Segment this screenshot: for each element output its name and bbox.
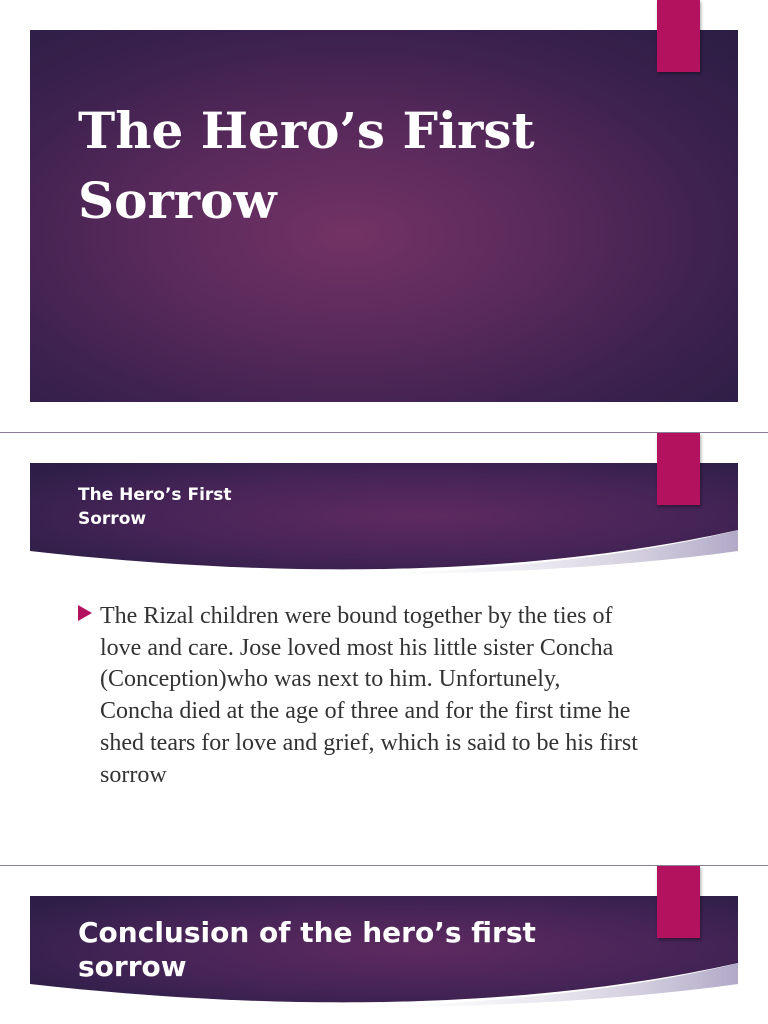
triangle-right-bullet-icon xyxy=(78,605,92,621)
accent-tab xyxy=(657,0,700,72)
bullet-item: The Rizal children were bound together by the ties of love and care. Jose loved most his little sister Concha (Conception)who was next to him. Unfortunely, Concha died at the age of three and for the first time he shed tears for love and grief, which is said to be his first sorrow xyxy=(100,603,638,788)
bullet-list xyxy=(78,601,638,791)
slide-title-heading: The Hero’s First Sorrow xyxy=(78,101,535,230)
slide-heading: The Hero’s First Sorrow xyxy=(78,485,232,529)
slide-content xyxy=(0,433,768,865)
slide-heading: Conclusion of the hero’s first sorrow xyxy=(78,916,536,983)
slide-conclusion xyxy=(0,866,768,1024)
accent-tab xyxy=(657,866,700,938)
slide-title xyxy=(0,0,768,432)
accent-tab xyxy=(657,433,700,505)
